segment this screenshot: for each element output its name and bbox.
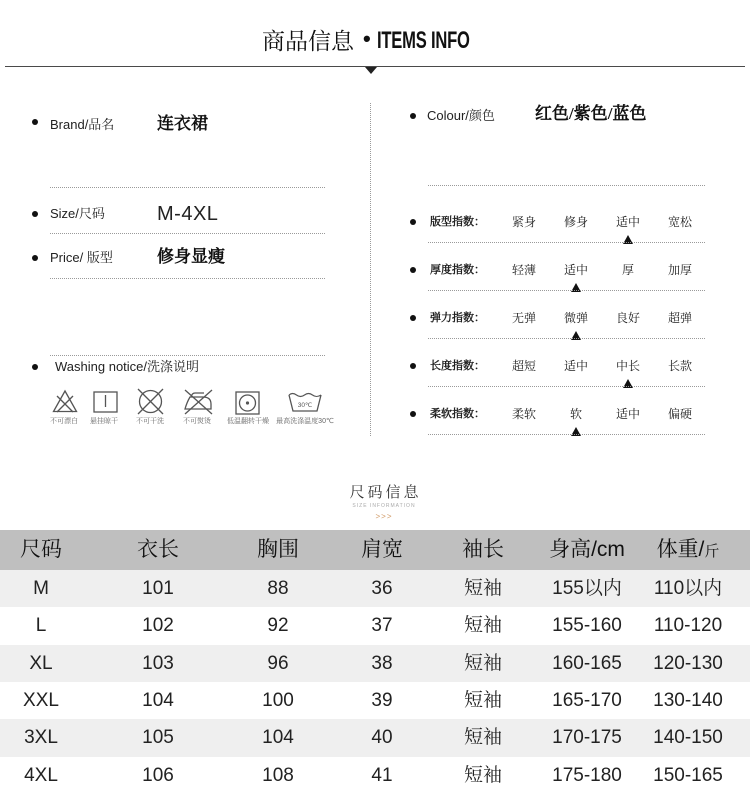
table-row bbox=[0, 645, 750, 682]
index-option: 紧身 bbox=[511, 215, 536, 229]
divider bbox=[428, 338, 705, 339]
index-option: 良好 bbox=[615, 311, 640, 325]
index-option: 微弹 bbox=[563, 311, 588, 325]
bullet-icon bbox=[410, 219, 416, 225]
bullet-icon bbox=[410, 363, 416, 369]
index-option: 中长 bbox=[615, 359, 640, 373]
cell-weight: 120-130 bbox=[653, 652, 723, 674]
cell-sleeve: 短袖 bbox=[463, 652, 502, 674]
table-row bbox=[0, 757, 750, 794]
bullet-icon bbox=[410, 113, 416, 119]
brand-value: 连衣裙 bbox=[157, 114, 208, 133]
colour-value: 红色/紫色/蓝色 bbox=[535, 104, 647, 123]
cell-shoulder: 36 bbox=[371, 578, 393, 599]
cell-sleeve: 短袖 bbox=[463, 764, 502, 786]
divider bbox=[428, 290, 705, 291]
cell-shoulder: 40 bbox=[371, 727, 393, 749]
section-title: 商品信息 bbox=[262, 28, 354, 54]
table-header-row bbox=[0, 530, 750, 570]
bullet-icon bbox=[410, 315, 416, 321]
cell-size: M bbox=[33, 578, 49, 599]
index-label: 弹力指数： bbox=[430, 312, 485, 324]
cell-size: 3XL bbox=[24, 727, 58, 749]
index-label: 长度指数： bbox=[430, 360, 485, 372]
cell-bust: 88 bbox=[267, 578, 289, 599]
title-separator: • bbox=[363, 26, 371, 51]
table-row bbox=[0, 570, 750, 607]
table-row bbox=[0, 682, 750, 719]
index-option: 偏硬 bbox=[667, 407, 692, 421]
thickness-index-row bbox=[0, 260, 750, 300]
cell-sleeve: 短袖 bbox=[463, 578, 502, 599]
index-option: 加厚 bbox=[667, 263, 692, 277]
cell-shoulder: 38 bbox=[371, 652, 393, 674]
fit-index-row bbox=[0, 212, 750, 252]
washing-label: Washing notice/洗涤说明 bbox=[55, 359, 200, 374]
cell-bust: 104 bbox=[262, 727, 294, 749]
index-option: 超弹 bbox=[667, 311, 692, 325]
header-weight-unit: 斤 bbox=[704, 543, 720, 560]
cell-weight: 140-150 bbox=[653, 727, 723, 749]
cell-shoulder: 39 bbox=[371, 689, 393, 711]
index-option: 修身 bbox=[563, 215, 588, 229]
cell-weight: 110-120 bbox=[653, 615, 723, 637]
divider bbox=[428, 434, 705, 435]
header-height: 身高/cm bbox=[549, 538, 625, 561]
index-label: 厚度指数： bbox=[430, 264, 485, 276]
cell-height: 165-170 bbox=[552, 689, 622, 711]
index-option: 厚 bbox=[621, 263, 634, 277]
header-weight-label: 体重/ bbox=[656, 538, 705, 561]
index-label: 柔软指数： bbox=[430, 408, 485, 420]
index-label: 版型指数： bbox=[430, 216, 485, 228]
brand-label: Brand/品名 bbox=[50, 117, 115, 132]
divider bbox=[428, 386, 705, 387]
cell-weight: 130-140 bbox=[653, 689, 723, 711]
cell-sleeve: 短袖 bbox=[463, 615, 502, 637]
softness-index-row bbox=[0, 404, 750, 444]
size-section-title: 尺码信息 bbox=[349, 484, 422, 501]
cell-length: 106 bbox=[142, 764, 174, 786]
price-value: 修身显瘦 bbox=[157, 247, 225, 266]
bullet-icon bbox=[410, 267, 416, 273]
cell-height: 170-175 bbox=[552, 727, 622, 749]
bullet-icon bbox=[410, 411, 416, 417]
cell-length: 103 bbox=[142, 652, 174, 674]
washing-icon-label: 不可漂白 bbox=[50, 418, 78, 425]
cell-weight: 150-165 bbox=[653, 764, 723, 786]
size-table bbox=[0, 530, 750, 794]
size-value: M-4XL bbox=[157, 203, 219, 225]
washing-icon-label: 低温翻转干燥 bbox=[227, 418, 269, 425]
price-label: Price/ 版型 bbox=[50, 250, 113, 265]
cell-height: 175-180 bbox=[552, 764, 622, 786]
elasticity-index-row bbox=[0, 308, 750, 348]
section-title-en: ITEMS INFO bbox=[377, 27, 470, 54]
cell-bust: 92 bbox=[267, 615, 289, 637]
index-option: 超短 bbox=[511, 359, 536, 373]
table-row bbox=[0, 607, 750, 644]
index-option: 无弹 bbox=[511, 311, 536, 325]
index-option: 长款 bbox=[667, 359, 692, 373]
cell-height: 160-165 bbox=[552, 652, 622, 674]
header-size: 尺码 bbox=[20, 538, 62, 561]
cell-bust: 108 bbox=[262, 764, 294, 786]
table-row bbox=[0, 719, 750, 756]
index-option: 适中 bbox=[563, 359, 588, 373]
cell-size: XXL bbox=[23, 689, 59, 711]
index-option: 轻薄 bbox=[511, 263, 536, 277]
header-bust: 胸围 bbox=[257, 538, 299, 561]
cell-sleeve: 短袖 bbox=[463, 689, 502, 711]
divider bbox=[50, 187, 325, 188]
cell-bust: 96 bbox=[267, 652, 289, 674]
header-length: 衣长 bbox=[137, 538, 179, 561]
header-weight bbox=[650, 530, 726, 572]
length-index-row bbox=[0, 356, 750, 396]
divider bbox=[428, 185, 705, 186]
wash-temperature-text: 30℃ bbox=[297, 402, 313, 409]
index-option: 柔软 bbox=[511, 407, 536, 421]
index-option: 适中 bbox=[563, 263, 588, 277]
cell-size: XL bbox=[29, 652, 53, 674]
cell-height: 155以内 bbox=[552, 578, 622, 599]
cell-length: 104 bbox=[142, 689, 174, 711]
cell-height: 155-160 bbox=[552, 615, 622, 637]
colour-label: Colour/颜色 bbox=[427, 108, 495, 123]
bullet-icon bbox=[32, 119, 38, 125]
header-sleeve: 袖长 bbox=[462, 538, 504, 561]
washing-icon-label: 不可熨烫 bbox=[183, 418, 211, 425]
cell-sleeve: 短袖 bbox=[463, 727, 502, 749]
cell-length: 101 bbox=[142, 578, 174, 599]
washing-icon-label: 最高洗涤温度30℃ bbox=[276, 418, 334, 425]
cell-length: 105 bbox=[142, 727, 174, 749]
index-option: 软 bbox=[569, 407, 582, 421]
cell-shoulder: 37 bbox=[371, 615, 393, 637]
divider bbox=[428, 242, 705, 243]
index-option: 适中 bbox=[615, 215, 640, 229]
washing-icon-label: 悬挂晾干 bbox=[90, 418, 118, 425]
size-section-subtitle: SIZE INFORMATION bbox=[352, 503, 416, 509]
cell-bust: 100 bbox=[262, 689, 294, 711]
size-label: Size/尺码 bbox=[50, 206, 105, 221]
cell-weight: 110以内 bbox=[653, 578, 723, 599]
arrows-decoration: >>> bbox=[375, 512, 393, 521]
washing-icon-label: 不可干洗 bbox=[136, 418, 164, 425]
index-option: 宽松 bbox=[667, 215, 692, 229]
cell-size: 4XL bbox=[24, 764, 58, 786]
cell-shoulder: 41 bbox=[371, 764, 393, 786]
cell-length: 102 bbox=[142, 615, 174, 637]
cell-size: L bbox=[35, 615, 47, 637]
down-triangle-icon bbox=[365, 67, 377, 74]
index-option: 适中 bbox=[615, 407, 640, 421]
header-shoulder: 肩宽 bbox=[361, 538, 403, 561]
